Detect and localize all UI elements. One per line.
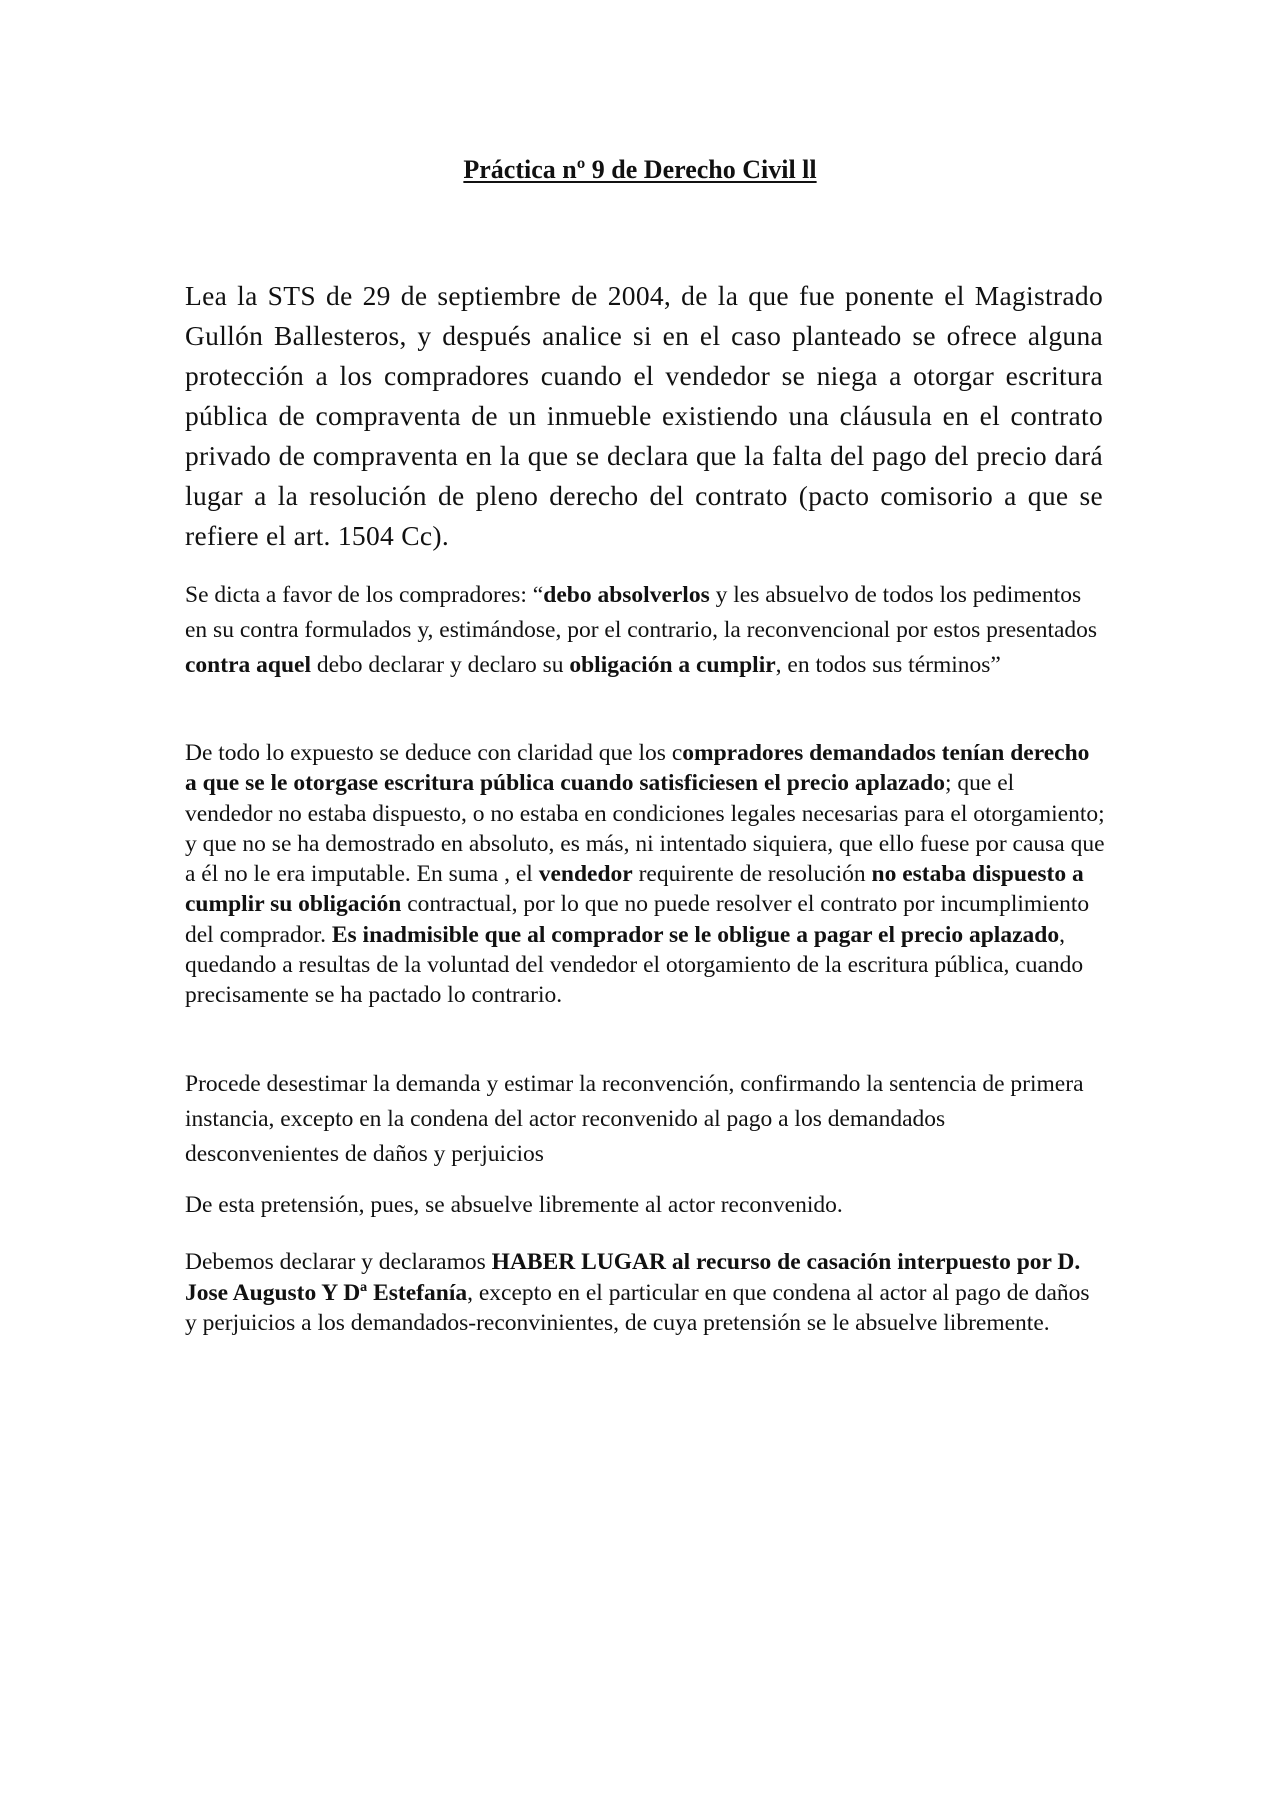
text-run: De todo lo expuesto se deduce con claridad que los c	[185, 740, 683, 766]
text-run: contractual, por lo que no puede resolver el contrato por incumplimiento del comprador.	[185, 891, 1090, 948]
paragraph-reasoning	[185, 738, 1105, 1011]
bold-run: HABER LUGAR al recurso de casación interpuesto por D. Jose Augusto Y Dª Estefanía	[185, 1249, 1081, 1306]
intro-paragraph: Lea la STS de 29 de septiembre de 2004, de la que fue ponente el Magistrado Gullón Ballesteros, y después analice si en el caso planteado se ofrece alguna protección a los compradores cuando el vendedor se niega a otorgar escritura pública de compraventa de un inmueble existiendo una cláusula en el contrato privado de compraventa en la que se declara que la falta del pago del precio dará lugar a la resolución de pleno derecho del contrato (pacto comisorio a que se refiere el art. 1504 Cc).	[185, 280, 1103, 551]
paragraph-decision	[185, 1247, 1105, 1339]
bold-run: vendedor	[538, 861, 633, 888]
paragraph-proceeds: Procede desestimar la demanda y estimar la reconvención, confirmando la sentencia de primera instancia, excepto en la condena del actor reconvenido al pago a los demandados desconvenientes de daños y perjuicios	[185, 1071, 1084, 1167]
bold-run: debo absolverlos	[543, 582, 710, 608]
document-title	[0, 153, 1280, 187]
bold-run: Es inadmisible que al comprador se le obligue a pagar el precio aplazado	[331, 921, 1060, 948]
paragraph-absolution: De esta pretensión, pues, se absuelve libremente al actor reconvenido.	[185, 1192, 843, 1218]
paragraph-ruling	[185, 578, 1105, 683]
bold-run: ompradores demandados tenían derecho a que se le otorgase escritura pública cuando satisficiesen el precio aplazado	[185, 740, 1090, 797]
text-run: , excepto en el particular en que condena al actor al pago de daños y perjuicios a los demandados-reconvinientes, de cuya pretensión se le absuelve libremente.	[185, 1279, 1090, 1336]
text-run: requirente de resolución	[632, 861, 872, 888]
text-run: , quedando a resultas de la voluntad del vendedor el otorgamiento de la escritura pública, cuando precisamente se ha pactado lo contrario.	[185, 921, 1084, 1009]
text-run: ; que el vendedor no estaba dispuesto, o no estaba en condiciones legales necesarias para el otorgamiento; y que no se ha demostrado en absoluto, es más, ni intentado siquiera, que ello fuese por causa que a él no le era imputable. En suma , el	[185, 770, 1105, 888]
text-run: y les absuelvo de todos los pedimentos en su contra formulados y, estimándose, por el contrario, la reconvencional por estos presentados	[185, 582, 1098, 643]
text-run: Se dicta a favor de los compradores: “	[185, 582, 544, 608]
document-title-text: Práctica nº 9 de Derecho Civil ll	[463, 155, 817, 184]
text-run: , en todos sus términos”	[775, 652, 1001, 678]
bold-run: contra aquel	[185, 652, 311, 678]
bold-run: no estaba dispuesto a cumplir su obligación	[185, 861, 1084, 918]
text-run: debo declarar y declaro su	[310, 652, 570, 678]
bold-run: obligación a cumplir	[569, 652, 776, 678]
text-run: Debemos declarar y declaramos	[185, 1249, 492, 1275]
